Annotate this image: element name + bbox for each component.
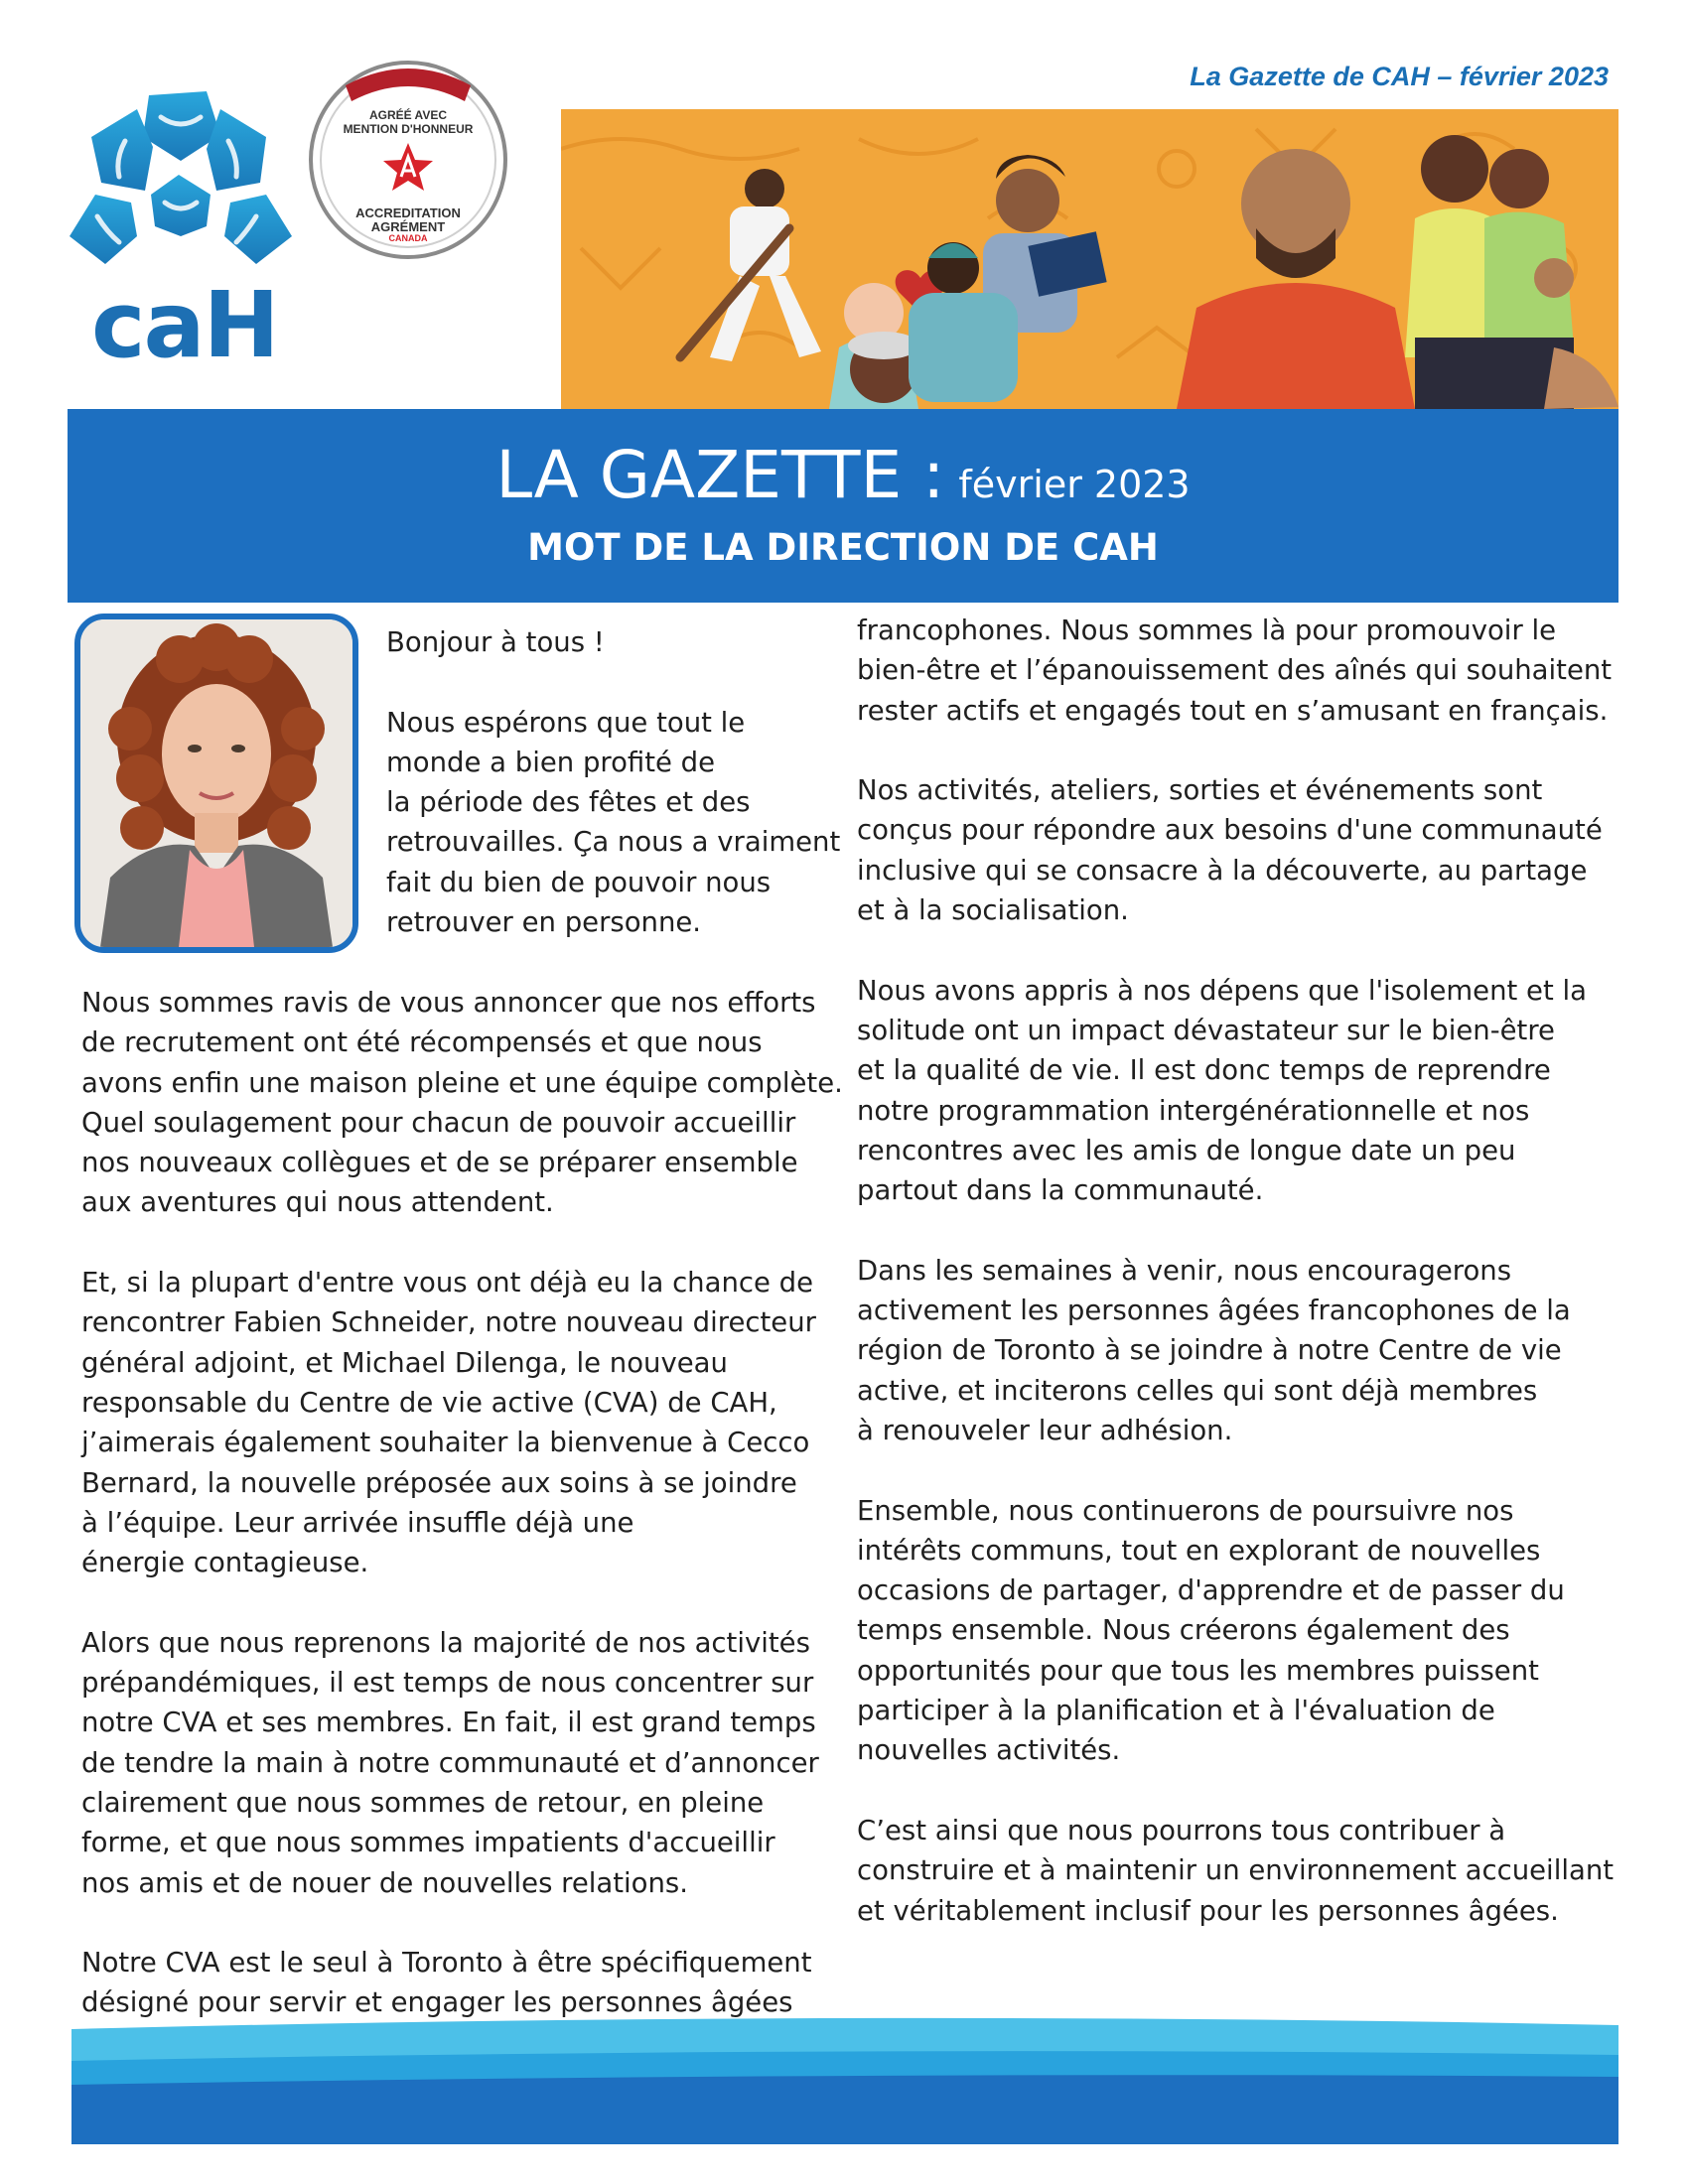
text-line: prépandémiques, il est temps de nous concentrer sur: [81, 1667, 814, 1700]
director-photo: [74, 614, 358, 953]
text-line: retrouver en personne.: [386, 906, 702, 939]
text-line: à renouveler leur adhésion.: [857, 1414, 1233, 1446]
text-line: la période des fêtes et des: [386, 786, 751, 819]
text-line: Nos activités, ateliers, sorties et événements sont: [857, 774, 1543, 807]
column-right: [857, 611, 1621, 1931]
text-line: active, et inciterons celles qui sont déjà membres: [857, 1374, 1538, 1407]
text-line: Nous avons appris à nos dépens que l'isolement et la: [857, 974, 1587, 1007]
text-line: désigné pour servir et engager les personnes âgées: [81, 1986, 793, 2019]
text-line: construire et à maintenir un environnement accueillant: [857, 1854, 1615, 1887]
community-people-illustration: [561, 109, 1618, 409]
text-line: j’aimerais également souhaiter la bienvenue à Cecco: [81, 1427, 810, 1459]
text-line: et véritablement inclusif pour les personnes âgées.: [857, 1894, 1559, 1927]
banner-subtitle: MOT DE LA DIRECTION DE CAH: [527, 526, 1159, 569]
badge-line-2: MENTION D'HONNEUR: [343, 122, 474, 136]
paragraph-welcome: [81, 1263, 856, 1582]
gazette-date: février 2023: [958, 463, 1191, 506]
text-line: et à la socialisation.: [857, 894, 1129, 927]
paragraph-events: [857, 770, 1621, 930]
text-line: C’est ainsi que nous pourrons tous contribuer à: [857, 1814, 1506, 1846]
text-line: retrouvailles. Ça nous a vraiment: [386, 826, 841, 859]
text-line: nouvelles activités.: [857, 1734, 1121, 1767]
text-line: francophones. Nous sommes là pour promouvoir le: [857, 614, 1557, 646]
text-line: et la qualité de vie. Il est donc temps de reprendre: [857, 1054, 1551, 1087]
paragraph-recruitment: [81, 983, 856, 1223]
text-line: à l’équipe. Leur arrivée insuffle déjà une: [81, 1506, 634, 1539]
text-line: région de Toronto à se joindre à notre Centre de vie: [857, 1334, 1562, 1367]
gazette-title: LA GAZETTE :: [495, 437, 945, 513]
text-line: Bernard, la nouvelle préposée aux soins à se joindre: [81, 1466, 797, 1499]
greeting: Bonjour à tous !: [386, 626, 605, 658]
text-line: fait du bien de pouvoir nous: [386, 866, 772, 898]
text-line: activement les personnes âgées francophones de la: [857, 1295, 1571, 1327]
text-line: partout dans la communauté.: [857, 1174, 1264, 1207]
text-line: Dans les semaines à venir, nous encouragerons: [857, 1254, 1512, 1287]
text-line: rencontrer Fabien Schneider, notre nouveau directeur: [81, 1306, 816, 1339]
text-line: responsable du Centre de vie active (CVA) de CAH,: [81, 1386, 777, 1419]
text-line: participer à la planification et à l'évaluation de: [857, 1695, 1495, 1727]
text-line: nos amis et de nouer de nouvelles relations.: [81, 1866, 689, 1899]
text-line: forme, et que nous sommes impatients d'accueillir: [81, 1827, 775, 1859]
text-line: rencontres avec les amis de longue date un peu: [857, 1134, 1516, 1166]
text-line: Notre CVA est le seul à Toronto à être spécifiquement: [81, 1947, 812, 1979]
director-portrait-image: [80, 619, 352, 947]
cah-logo-text: caH: [91, 272, 278, 378]
text-line: notre programmation intergénérationnelle et nos: [857, 1094, 1530, 1127]
paragraph-activities: [81, 1623, 856, 1903]
text-line: de recrutement ont été récompensés et que nous: [81, 1026, 763, 1059]
text-line: rester actifs et engagés tout en s’amusant en français.: [857, 694, 1609, 727]
text-line: conçus pour répondre aux besoins d'une communauté: [857, 814, 1603, 847]
text-line: Nous sommes ravis de vous annoncer que nos efforts: [81, 987, 816, 1019]
banner-title: [68, 437, 1618, 513]
running-header: La Gazette de CAH – février 2023: [1190, 62, 1609, 91]
column-left: [81, 983, 856, 2023]
paragraph-cva-continued: [857, 611, 1621, 731]
text-line: énergie contagieuse.: [81, 1547, 369, 1579]
intro-text: [386, 622, 853, 942]
title-banner: [68, 409, 1618, 603]
text-line: avons enfin une maison pleine et une équipe complète.: [81, 1066, 843, 1099]
text-line: Ensemble, nous continuerons de poursuivre nos: [857, 1494, 1514, 1527]
text-line: inclusive qui se consacre à la découverte, au partage: [857, 854, 1588, 887]
text-line: clairement que nous sommes de retour, en pleine: [81, 1786, 765, 1819]
badge-line-4: AGRÉMENT: [370, 219, 446, 234]
text-line: de tendre la main à notre communauté et d’annoncer: [81, 1746, 819, 1779]
paragraph-together: [857, 1491, 1621, 1771]
intro-paragraph: [386, 703, 853, 943]
footer-waves: [71, 2015, 1618, 2144]
paragraph-cva: [81, 1943, 856, 2023]
paragraph-conclusion: [857, 1811, 1621, 1931]
badge-line-1: AGRÉÉ AVEC: [368, 108, 447, 122]
text-line: solitude ont un impact dévastateur sur le bien-être: [857, 1014, 1555, 1046]
text-line: Quel soulagement pour chacun de pouvoir accueillir: [81, 1106, 796, 1139]
text-line: intérêts communs, tout en explorant de nouvelles: [857, 1534, 1541, 1567]
text-line: général adjoint, et Michael Dilenga, le nouveau: [81, 1346, 728, 1379]
wave-decoration-icon: [71, 2015, 1618, 2144]
badge-line-5: CANADA: [388, 233, 428, 243]
text-line: Et, si la plupart d'entre vous ont déjà eu la chance de: [81, 1267, 814, 1299]
text-line: bien-être et l’épanouissement des aînés qui souhaitent: [857, 654, 1613, 687]
text-line: opportunités pour que tous les membres puissent: [857, 1654, 1539, 1687]
paragraph-outreach: [857, 1251, 1621, 1450]
paragraph-isolation: [857, 971, 1621, 1211]
accreditation-badge: [306, 58, 510, 262]
text-line: Nous espérons que tout le: [386, 706, 746, 739]
text-line: aux aventures qui nous attendent.: [81, 1186, 554, 1219]
text-line: notre CVA et ses membres. En fait, il est grand temps: [81, 1706, 816, 1739]
badge-line-3: ACCREDITATION: [355, 205, 461, 220]
text-line: Alors que nous reprenons la majorité de nos activités: [81, 1626, 810, 1659]
text-line: monde a bien profité de: [386, 746, 716, 778]
text-line: occasions de partager, d'apprendre et de passer du: [857, 1574, 1565, 1607]
text-line: temps ensemble. Nous créerons également des: [857, 1614, 1510, 1647]
text-line: nos nouveaux collègues et de se préparer ensemble: [81, 1147, 798, 1179]
hero-illustration: [561, 109, 1618, 409]
